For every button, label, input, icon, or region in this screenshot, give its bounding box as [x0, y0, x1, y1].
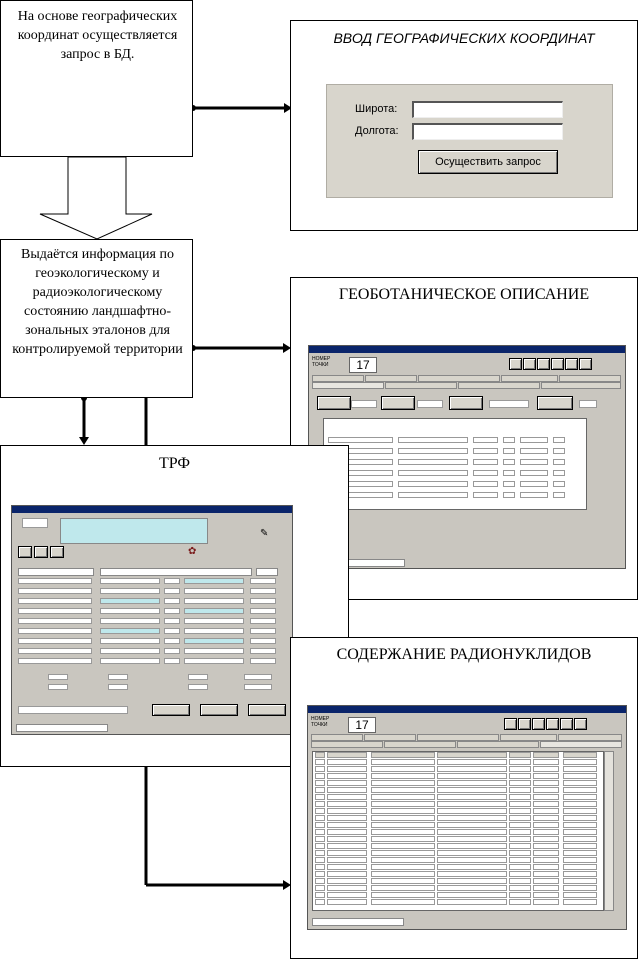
table-cell[interactable]: [533, 759, 559, 765]
table-cell[interactable]: [533, 836, 559, 842]
geobot-find-button[interactable]: [509, 358, 522, 370]
table-cell[interactable]: [371, 885, 435, 891]
radio-point-label: НОМЕР ТОЧКИ: [311, 716, 330, 728]
table-row[interactable]: [18, 578, 288, 584]
table-cell[interactable]: [315, 850, 325, 856]
table-cell[interactable]: [509, 815, 531, 821]
radio-tab[interactable]: [558, 734, 622, 741]
table-cell[interactable]: [315, 878, 325, 884]
table-cell[interactable]: [315, 801, 325, 807]
geobot-title: ГЕОБОТАНИЧЕСКОЕ ОПИСАНИЕ: [338, 286, 590, 303]
table-cell[interactable]: [533, 864, 559, 870]
table-row[interactable]: [313, 752, 603, 758]
trf-dropdown[interactable]: [18, 706, 128, 714]
table-cell[interactable]: [371, 773, 435, 779]
coord-form-panel: [326, 84, 613, 198]
table-cell[interactable]: [533, 857, 559, 863]
table-cell[interactable]: [533, 780, 559, 786]
radio-tab[interactable]: [364, 734, 416, 741]
table-row[interactable]: [18, 638, 288, 644]
latitude-label: Широта:: [355, 103, 398, 115]
table-row[interactable]: [18, 628, 288, 634]
table-cell[interactable]: [563, 878, 597, 884]
table-cell[interactable]: [327, 829, 367, 835]
table-cell[interactable]: [509, 829, 531, 835]
table-cell[interactable]: [315, 864, 325, 870]
table-cell[interactable]: [371, 780, 435, 786]
trf-screenshot: [11, 505, 293, 735]
table-cell[interactable]: [563, 871, 597, 877]
table-cell[interactable]: [315, 773, 325, 779]
geobot-titlebar: [309, 346, 625, 353]
table-cell[interactable]: [315, 843, 325, 849]
table-row[interactable]: [328, 437, 578, 443]
radio-tab[interactable]: [540, 741, 622, 748]
table-cell[interactable]: [371, 822, 435, 828]
table-cell[interactable]: [509, 794, 531, 800]
table-cell[interactable]: [315, 766, 325, 772]
table-cell[interactable]: [437, 801, 507, 807]
table-cell[interactable]: [437, 829, 507, 835]
trf-description-field: [60, 518, 208, 544]
table-cell[interactable]: [437, 794, 507, 800]
table-cell[interactable]: [327, 787, 367, 793]
table-cell[interactable]: [371, 878, 435, 884]
geobot-grid: [323, 418, 587, 510]
table-cell[interactable]: [437, 759, 507, 765]
table-row[interactable]: [313, 794, 603, 800]
table-row[interactable]: [18, 588, 288, 594]
table-row[interactable]: [313, 878, 603, 884]
table-cell[interactable]: [371, 794, 435, 800]
radio-scrollbar[interactable]: [604, 751, 614, 911]
table-row[interactable]: [313, 773, 603, 779]
table-row[interactable]: [313, 759, 603, 765]
table-cell[interactable]: [327, 759, 367, 765]
geobot-screenshot: [308, 345, 626, 569]
step1-text: На основе географических координат осуществляется запрос в БД.: [17, 9, 178, 62]
table-cell[interactable]: [327, 822, 367, 828]
table-cell[interactable]: [371, 892, 435, 898]
geobot-tab[interactable]: [501, 375, 558, 382]
geobot-undo-button[interactable]: [523, 358, 536, 370]
trf-grid: [18, 578, 288, 668]
table-cell[interactable]: [371, 864, 435, 870]
table-cell[interactable]: [563, 899, 597, 905]
table-cell[interactable]: [437, 822, 507, 828]
table-row[interactable]: [313, 801, 603, 807]
table-row[interactable]: [18, 598, 288, 604]
geobot-filter-field[interactable]: [417, 400, 443, 408]
table-cell[interactable]: [315, 829, 325, 835]
table-cell[interactable]: [371, 857, 435, 863]
table-cell[interactable]: [327, 857, 367, 863]
flower-icon: ✿: [188, 546, 197, 557]
table-cell[interactable]: [563, 787, 597, 793]
coord-form-title: ВВОД ГЕОГРАФИЧЕСКИХ КООРДИНАТ: [333, 30, 595, 46]
table-cell[interactable]: [437, 850, 507, 856]
geobot-tab[interactable]: [458, 382, 540, 389]
table-row[interactable]: [313, 871, 603, 877]
table-cell[interactable]: [371, 815, 435, 821]
table-row[interactable]: [313, 836, 603, 842]
table-cell[interactable]: [509, 836, 531, 842]
table-cell[interactable]: [327, 815, 367, 821]
table-cell[interactable]: [327, 794, 367, 800]
table-row[interactable]: [328, 470, 578, 476]
radio-point-number: 17: [348, 717, 376, 733]
table-cell[interactable]: [437, 843, 507, 849]
table-cell[interactable]: [327, 878, 367, 884]
geobot-point-number: 17: [349, 357, 377, 373]
submit-query-button[interactable]: Осуществить запрос: [418, 150, 558, 174]
geobot-filter-field[interactable]: [489, 400, 529, 408]
table-cell[interactable]: [371, 899, 435, 905]
trf-titlebar: [12, 506, 292, 513]
table-cell[interactable]: [437, 773, 507, 779]
trf-column-header: [18, 568, 94, 576]
table-cell[interactable]: [327, 801, 367, 807]
table-cell[interactable]: [327, 780, 367, 786]
table-cell[interactable]: [315, 871, 325, 877]
radio-prev-button[interactable]: [532, 718, 545, 730]
geobot-tab[interactable]: [541, 382, 621, 389]
table-cell[interactable]: [533, 794, 559, 800]
table-cell[interactable]: [327, 871, 367, 877]
table-cell[interactable]: [533, 843, 559, 849]
table-cell[interactable]: [509, 787, 531, 793]
trf-action-button[interactable]: [248, 704, 286, 716]
table-cell[interactable]: [533, 878, 559, 884]
step2-box: [0, 239, 193, 398]
table-cell[interactable]: [371, 759, 435, 765]
table-cell[interactable]: [509, 780, 531, 786]
table-row[interactable]: [313, 857, 603, 863]
table-cell[interactable]: [371, 850, 435, 856]
radio-find-button[interactable]: [504, 718, 517, 730]
table-cell[interactable]: [563, 892, 597, 898]
table-cell[interactable]: [327, 864, 367, 870]
latitude-input[interactable]: [412, 101, 563, 118]
table-row[interactable]: [313, 815, 603, 821]
table-cell[interactable]: [533, 892, 559, 898]
trf-action-button[interactable]: [200, 704, 238, 716]
table-row[interactable]: [313, 766, 603, 772]
table-cell[interactable]: [315, 794, 325, 800]
table-row[interactable]: [328, 492, 578, 498]
table-cell[interactable]: [563, 843, 597, 849]
table-cell[interactable]: [533, 766, 559, 772]
table-cell[interactable]: [509, 801, 531, 807]
radio-last-button[interactable]: [560, 718, 573, 730]
radio-next-button[interactable]: [546, 718, 559, 730]
table-cell[interactable]: [437, 871, 507, 877]
table-cell[interactable]: [509, 871, 531, 877]
edit-icon: ✎: [260, 528, 269, 539]
radio-new-button[interactable]: [574, 718, 587, 730]
table-cell[interactable]: [563, 836, 597, 842]
table-cell[interactable]: [563, 822, 597, 828]
table-cell[interactable]: [327, 892, 367, 898]
table-cell[interactable]: [371, 808, 435, 814]
radio-screenshot: [307, 705, 627, 930]
table-cell[interactable]: [327, 843, 367, 849]
table-row[interactable]: [313, 780, 603, 786]
table-cell[interactable]: [509, 759, 531, 765]
table-cell[interactable]: [563, 815, 597, 821]
trf-nav-button[interactable]: [34, 546, 48, 558]
radio-nav-buttons: [504, 718, 604, 728]
table-cell[interactable]: [533, 815, 559, 821]
radio-undo-button[interactable]: [518, 718, 531, 730]
table-cell[interactable]: [327, 850, 367, 856]
table-cell[interactable]: [371, 801, 435, 807]
table-row[interactable]: [328, 448, 578, 454]
table-cell[interactable]: [509, 808, 531, 814]
table-cell[interactable]: [533, 899, 559, 905]
radio-title: СОДЕРЖАНИЕ РАДИОНУКЛИДОВ: [336, 646, 592, 663]
table-cell[interactable]: [437, 815, 507, 821]
table-cell[interactable]: [563, 801, 597, 807]
table-row[interactable]: [18, 618, 288, 624]
table-row[interactable]: [18, 608, 288, 614]
geobot-new-button[interactable]: [579, 358, 592, 370]
table-cell[interactable]: [533, 850, 559, 856]
table-cell[interactable]: [437, 787, 507, 793]
table-cell[interactable]: [315, 885, 325, 891]
table-cell[interactable]: [437, 780, 507, 786]
table-cell[interactable]: [371, 836, 435, 842]
table-cell[interactable]: [327, 899, 367, 905]
radio-tab[interactable]: [311, 741, 383, 748]
table-cell[interactable]: [315, 752, 325, 758]
table-cell[interactable]: [563, 829, 597, 835]
radio-box: [290, 637, 638, 959]
table-cell[interactable]: [563, 752, 597, 758]
table-cell[interactable]: [315, 787, 325, 793]
geobot-tab[interactable]: [312, 382, 384, 389]
table-row[interactable]: [313, 899, 603, 905]
geobot-tab[interactable]: [418, 375, 500, 382]
table-cell[interactable]: [563, 766, 597, 772]
table-cell[interactable]: [509, 885, 531, 891]
trf-title: ТРФ: [158, 455, 191, 472]
table-cell[interactable]: [315, 815, 325, 821]
table-cell[interactable]: [533, 752, 559, 758]
table-cell[interactable]: [327, 773, 367, 779]
table-cell[interactable]: [327, 808, 367, 814]
table-cell[interactable]: [371, 766, 435, 772]
table-row[interactable]: [18, 648, 288, 654]
table-row[interactable]: [313, 822, 603, 828]
table-cell[interactable]: [533, 787, 559, 793]
table-cell[interactable]: [509, 766, 531, 772]
table-cell[interactable]: [509, 899, 531, 905]
table-cell[interactable]: [563, 850, 597, 856]
table-cell[interactable]: [563, 885, 597, 891]
table-cell[interactable]: [509, 857, 531, 863]
table-cell[interactable]: [437, 857, 507, 863]
table-row[interactable]: [313, 864, 603, 870]
table-cell[interactable]: [327, 752, 367, 758]
table-cell[interactable]: [437, 892, 507, 898]
table-cell[interactable]: [563, 864, 597, 870]
table-cell[interactable]: [315, 808, 325, 814]
radio-tab[interactable]: [457, 741, 539, 748]
table-cell[interactable]: [509, 752, 531, 758]
longitude-label: Долгота:: [355, 125, 399, 137]
radio-grid: [312, 751, 604, 911]
table-cell[interactable]: [371, 829, 435, 835]
table-row[interactable]: [313, 843, 603, 849]
table-cell[interactable]: [533, 829, 559, 835]
table-cell[interactable]: [371, 843, 435, 849]
trf-nav-button[interactable]: [18, 546, 32, 558]
geobot-tab[interactable]: [385, 382, 457, 389]
geobot-filter-button[interactable]: [381, 396, 415, 410]
table-cell[interactable]: [371, 752, 435, 758]
table-cell[interactable]: [509, 878, 531, 884]
table-cell[interactable]: [327, 885, 367, 891]
radio-tab[interactable]: [384, 741, 456, 748]
geobot-filter-button[interactable]: [537, 396, 573, 410]
table-row[interactable]: [313, 850, 603, 856]
radio-tab[interactable]: [500, 734, 557, 741]
table-cell[interactable]: [437, 885, 507, 891]
table-cell[interactable]: [437, 766, 507, 772]
trf-action-button[interactable]: [152, 704, 190, 716]
geobot-point-label: НОМЕР ТОЧКИ: [312, 356, 331, 368]
table-row[interactable]: [313, 808, 603, 814]
table-cell[interactable]: [437, 878, 507, 884]
table-cell[interactable]: [371, 787, 435, 793]
table-cell[interactable]: [563, 759, 597, 765]
table-cell[interactable]: [509, 864, 531, 870]
table-row[interactable]: [313, 892, 603, 898]
longitude-input[interactable]: [412, 123, 563, 140]
table-row[interactable]: [18, 658, 288, 664]
table-cell[interactable]: [509, 773, 531, 779]
table-row[interactable]: [313, 885, 603, 891]
table-cell[interactable]: [315, 822, 325, 828]
table-cell[interactable]: [437, 836, 507, 842]
table-cell[interactable]: [563, 780, 597, 786]
trf-summary: [18, 674, 288, 698]
table-cell[interactable]: [509, 850, 531, 856]
table-cell[interactable]: [327, 766, 367, 772]
radio-record-nav[interactable]: [312, 918, 404, 926]
table-cell[interactable]: [437, 808, 507, 814]
table-cell[interactable]: [533, 773, 559, 779]
geobot-prev-button[interactable]: [537, 358, 550, 370]
geobot-nav-buttons: [509, 358, 599, 368]
radio-tab[interactable]: [311, 734, 363, 741]
geobot-tab[interactable]: [312, 375, 364, 382]
table-row[interactable]: [313, 787, 603, 793]
table-row[interactable]: [313, 829, 603, 835]
table-cell[interactable]: [533, 885, 559, 891]
table-cell[interactable]: [509, 892, 531, 898]
geobot-next-button[interactable]: [551, 358, 564, 370]
table-cell[interactable]: [533, 822, 559, 828]
table-cell[interactable]: [437, 864, 507, 870]
trf-column-header: [256, 568, 278, 576]
trf-code-field[interactable]: [22, 518, 48, 528]
table-cell[interactable]: [371, 871, 435, 877]
geobot-filter-field[interactable]: [579, 400, 597, 408]
trf-record-nav[interactable]: [16, 724, 108, 732]
geobot-filter-field[interactable]: [351, 400, 377, 408]
geobot-tab[interactable]: [559, 375, 621, 382]
step1-box: [0, 0, 193, 157]
table-cell[interactable]: [533, 801, 559, 807]
radio-titlebar: [308, 706, 626, 713]
table-cell[interactable]: [563, 773, 597, 779]
table-cell[interactable]: [327, 836, 367, 842]
table-cell[interactable]: [315, 857, 325, 863]
table-cell[interactable]: [315, 892, 325, 898]
table-cell[interactable]: [533, 808, 559, 814]
radio-tab[interactable]: [417, 734, 499, 741]
geobot-tab[interactable]: [365, 375, 417, 382]
table-cell[interactable]: [533, 871, 559, 877]
geobot-filter-button[interactable]: [449, 396, 483, 410]
table-cell[interactable]: [437, 899, 507, 905]
table-row[interactable]: [328, 481, 578, 487]
table-cell[interactable]: [509, 822, 531, 828]
coord-form-box: [290, 20, 638, 231]
table-cell[interactable]: [509, 843, 531, 849]
table-cell[interactable]: [563, 857, 597, 863]
table-cell[interactable]: [563, 808, 597, 814]
geobot-filter-button[interactable]: [317, 396, 351, 410]
table-cell[interactable]: [315, 836, 325, 842]
trf-nav-button[interactable]: [50, 546, 64, 558]
table-cell[interactable]: [315, 780, 325, 786]
geobot-last-button[interactable]: [565, 358, 578, 370]
table-cell[interactable]: [563, 794, 597, 800]
step2-text: Выдаётся информация по геоэкологическому и радиоэкологическому состоянию ландшафтно-зональных эталонов для контролируемой территории: [12, 247, 183, 357]
table-cell[interactable]: [437, 752, 507, 758]
table-cell[interactable]: [315, 759, 325, 765]
table-cell[interactable]: [315, 899, 325, 905]
trf-column-header: [100, 568, 252, 576]
table-row[interactable]: [328, 459, 578, 465]
